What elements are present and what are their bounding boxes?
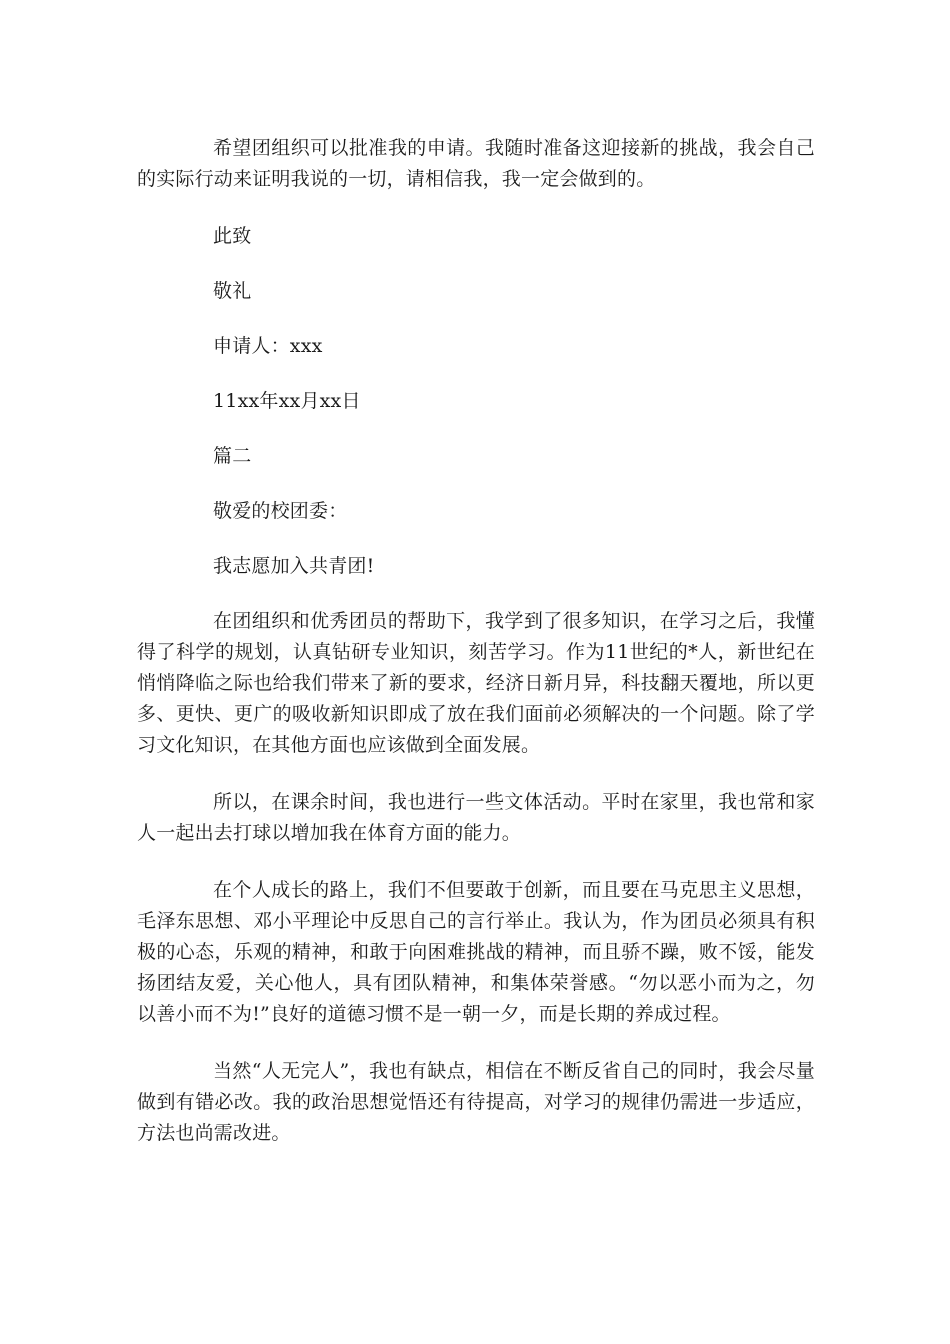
closing-salutation: 此致 <box>213 225 252 247</box>
section-heading: 篇二 <box>213 445 252 467</box>
paragraph-shortcomings: 当然“人无完人”，我也有缺点，相信在不断反省自己的同时，我会尽量做到有错必改。我的政治思想觉悟还有待提高，对学习的规律仍需进一步适应，方法也尚需改进。 <box>137 1060 815 1144</box>
letter-opening: 我志愿加入共青团! <box>213 555 375 577</box>
paragraph-approval-hope: 希望团组织可以批准我的申请。我随时准备这迎接新的挑战，我会自己的实际行动来证明我说的一切，请相信我，我一定会做到的。 <box>137 137 815 190</box>
application-date: 11xx年xx月xx日 <box>213 390 361 412</box>
applicant-name: 申请人：xxx <box>213 335 323 357</box>
paragraph-activities: 所以，在课余时间，我也进行一些文体活动。平时在家里，我也常和家人一起出去打球以增加我在体育方面的能力。 <box>137 791 815 844</box>
closing-regards: 敬礼 <box>213 280 252 302</box>
paragraph-learning: 在团组织和优秀团员的帮助下，我学到了很多知识，在学习之后，我懂得了科学的规划，认真钻研专业知识，刻苦学习。作为11世纪的*人，新世纪在悄悄降临之际也给我们带来了新的要求，经济日新月异，科技翻天覆地，所以更多、更快、更广的吸收新知识即成了放在我们面前必须解决的一个问题。除了学习文化知识，在其他方面也应该做到全面发展。 <box>137 610 815 756</box>
document-body <box>137 133 815 1149</box>
letter-greeting: 敬爱的校团委： <box>213 500 348 522</box>
paragraph-growth: 在个人成长的路上，我们不但要敢于创新，而且要在马克思主义思想，毛泽东思想、邓小平理论中反思自己的言行举止。我认为，作为团员必须具有积极的心态，乐观的精神，和敢于向困难挑战的精神，而且骄不躁，败不馁，能发扬团结友爱，关心他人，具有团队精神，和集体荣誉感。“勿以恶小而为之，勿以善小而不为!”良好的道德习惯不是一朝一夕，而是长期的养成过程。 <box>137 879 815 1025</box>
